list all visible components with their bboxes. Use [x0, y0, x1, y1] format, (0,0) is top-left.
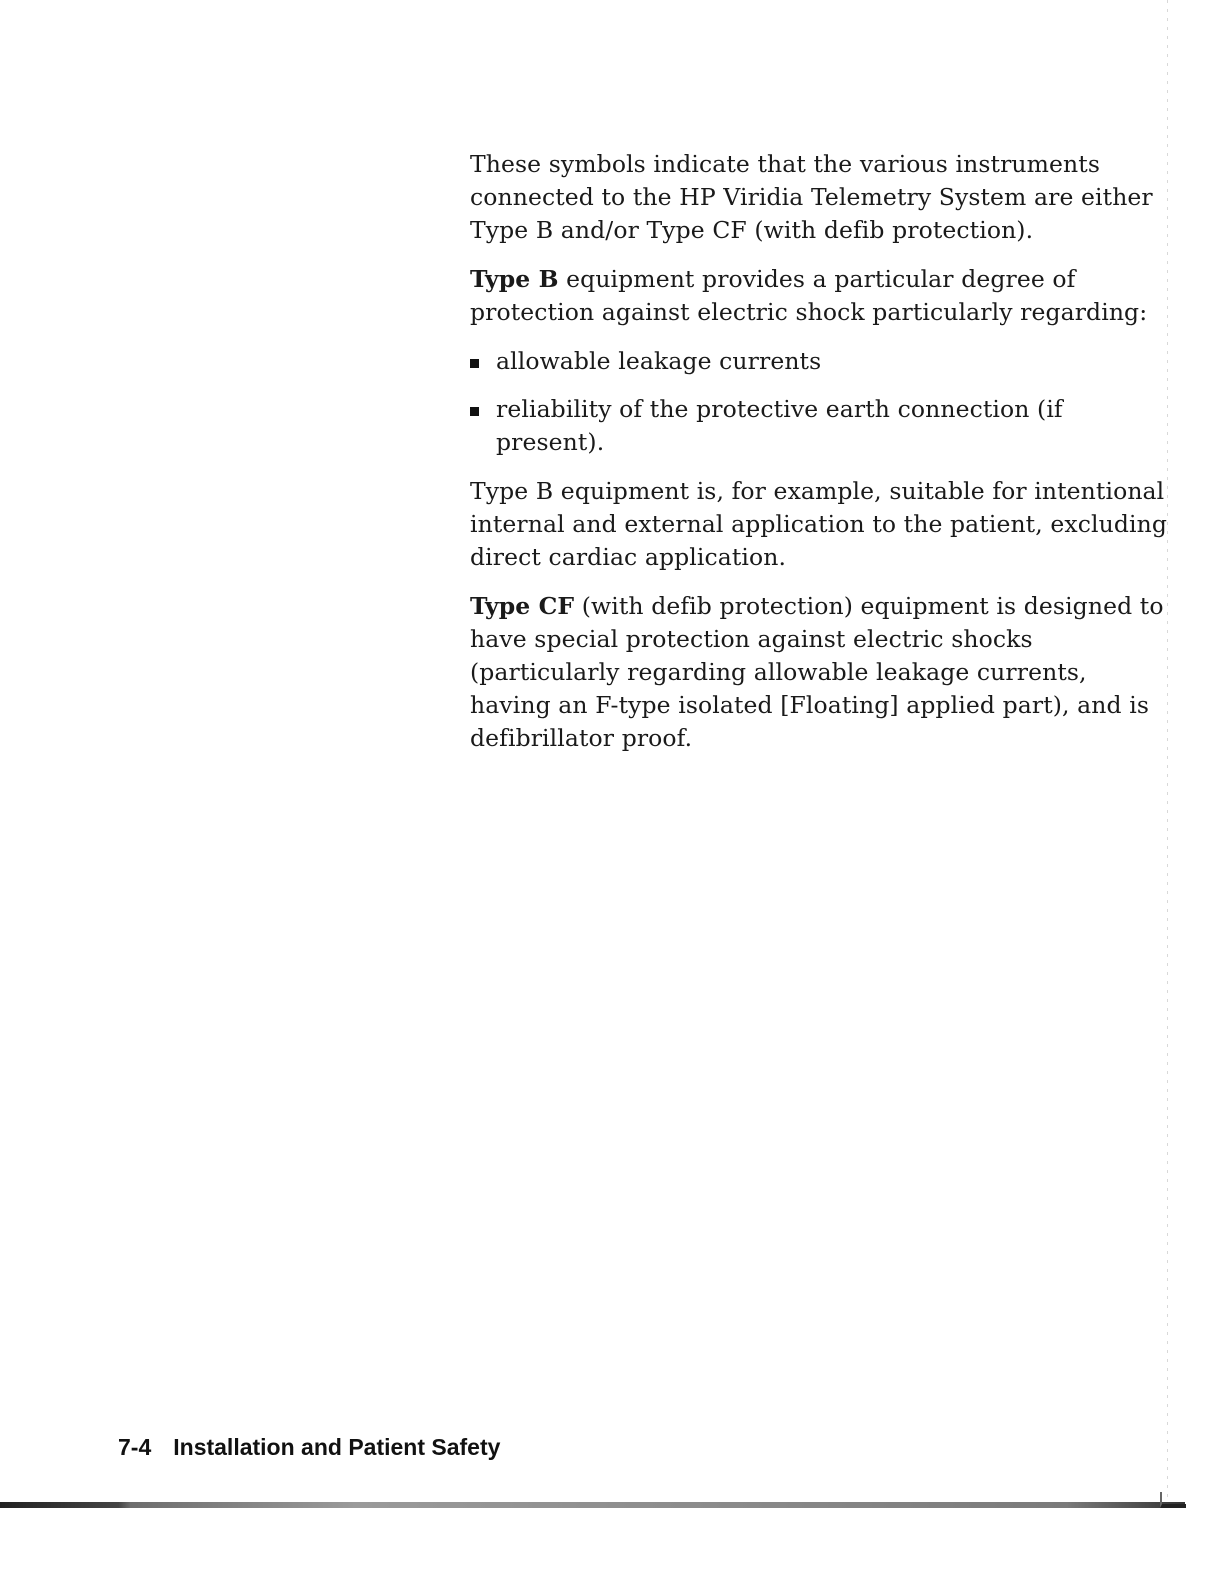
list-item-text: reliability of the protective earth connection (if present). — [496, 395, 1063, 456]
page-footer — [118, 1432, 500, 1462]
type-b-term: Type B — [470, 265, 559, 293]
bullet-icon — [470, 359, 479, 368]
type-cf-term: Type CF — [470, 592, 575, 620]
type-cf-description: (with defib protection) equipment is designed to have special protection against electric shocks (particularly regarding allowable leakage currents, having an F-type isolated [Floating] applied part), and is defibrillator proof. — [470, 592, 1164, 752]
type-b-example-paragraph: Type B equipment is, for example, suitable for intentional internal and external application to the patient, excluding direct cardiac application. — [470, 477, 1167, 571]
main-content — [470, 148, 1170, 771]
section-title: Installation and Patient Safety — [173, 1434, 501, 1460]
footer-rule — [0, 1502, 1185, 1508]
page-number: 7-4 — [118, 1434, 152, 1460]
type-b-paragraph — [470, 263, 1170, 329]
list-item-text: allowable leakage currents — [496, 347, 822, 375]
intro-paragraph: These symbols indicate that the various instruments connected to the HP Viridia Telemetry System are either Type B and/or Type CF (with defib protection). — [470, 150, 1153, 244]
type-cf-paragraph — [470, 590, 1170, 755]
rule-end-mark — [1160, 1492, 1186, 1508]
type-b-description: equipment provides a particular degree of protection against electric shock particularly regarding: — [470, 265, 1148, 326]
bullet-icon — [470, 407, 479, 416]
list-item — [470, 393, 1170, 459]
list-item — [470, 345, 1170, 378]
bullet-list — [470, 345, 1170, 459]
